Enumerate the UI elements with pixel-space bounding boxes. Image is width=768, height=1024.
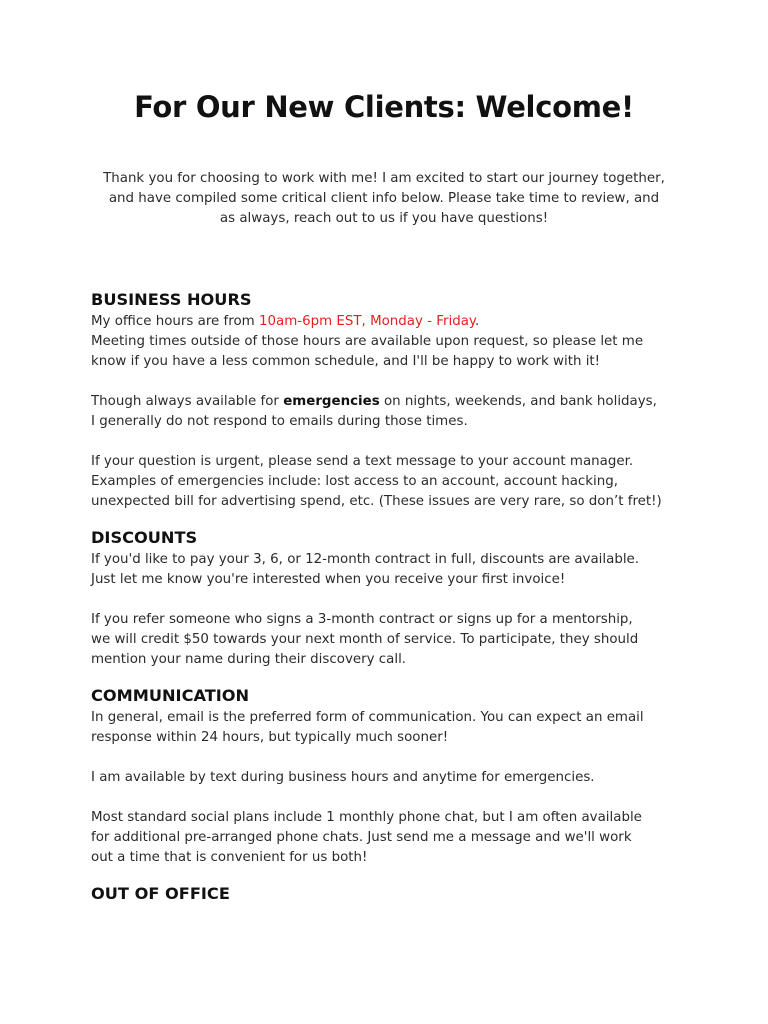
paragraph-line: Examples of emergencies include: lost access to an account, account hacking, <box>91 474 619 489</box>
paragraph-line: If your question is urgent, please send a text message to your account manager. <box>91 454 634 469</box>
paragraph-line: we will credit $50 towards your next month of service. To participate, they should <box>91 632 639 647</box>
document-body <box>91 288 691 906</box>
paragraph-line: for additional pre-arranged phone chats. Just send me a message and we'll work <box>91 830 632 845</box>
paragraph-line: If you refer someone who signs a 3-month contract or signs up for a mentorship, <box>91 612 633 627</box>
intro-line: and have compiled some critical client info below. Please take time to review, and <box>108 191 660 206</box>
section-heading-business-hours: BUSINESS HOURS <box>91 290 252 309</box>
paragraph-line: out a time that is convenient for us both! <box>91 850 368 865</box>
page-title: For Our New Clients: Welcome! <box>134 90 634 124</box>
intro-paragraph <box>88 169 680 229</box>
section-heading-discounts: DISCOUNTS <box>91 528 198 547</box>
paragraph-line: Meeting times outside of those hours are available upon request, so please let me <box>91 334 644 349</box>
section-heading-communication: COMMUNICATION <box>91 686 250 705</box>
emergencies-suffix: on nights, weekends, and bank holidays, <box>379 394 657 409</box>
office-hours-line <box>91 312 691 332</box>
paragraph-line: unexpected bill for advertising spend, etc. (These issues are very rare, so don’t fret!) <box>91 494 662 509</box>
office-hours-suffix: . <box>474 314 480 329</box>
emergencies-prefix: Though always available for <box>91 394 284 409</box>
paragraph-line: know if you have a less common schedule, and I'll be happy to work with it! <box>91 354 601 369</box>
emergencies-bold: emergencies <box>283 394 380 409</box>
paragraph-line: I am available by text during business hours and anytime for emergencies. <box>91 770 595 785</box>
paragraph-line: Just let me know you're interested when you receive your first invoice! <box>91 572 566 587</box>
paragraph-line: mention your name during their discovery call. <box>91 652 407 667</box>
paragraph-line: Most standard social plans include 1 monthly phone chat, but I am often available <box>91 810 642 825</box>
emergencies-line <box>91 392 691 412</box>
paragraph-line: In general, email is the preferred form of communication. You can expect an email <box>91 710 644 725</box>
paragraph-line: If you'd like to pay your 3, 6, or 12-month contract in full, discounts are available. <box>91 552 640 567</box>
office-hours-prefix: My office hours are from <box>91 314 259 329</box>
paragraph-line: I generally do not respond to emails during those times. <box>91 414 468 429</box>
section-heading-out-of-office: OUT OF OFFICE <box>91 884 230 903</box>
intro-line: Thank you for choosing to work with me! I am excited to start our journey together, <box>103 171 665 186</box>
paragraph-line: response within 24 hours, but typically much sooner! <box>91 730 449 745</box>
office-hours-highlight: 10am-6pm EST, Monday - Friday <box>258 314 475 329</box>
intro-line: as always, reach out to us if you have questions! <box>219 211 549 226</box>
